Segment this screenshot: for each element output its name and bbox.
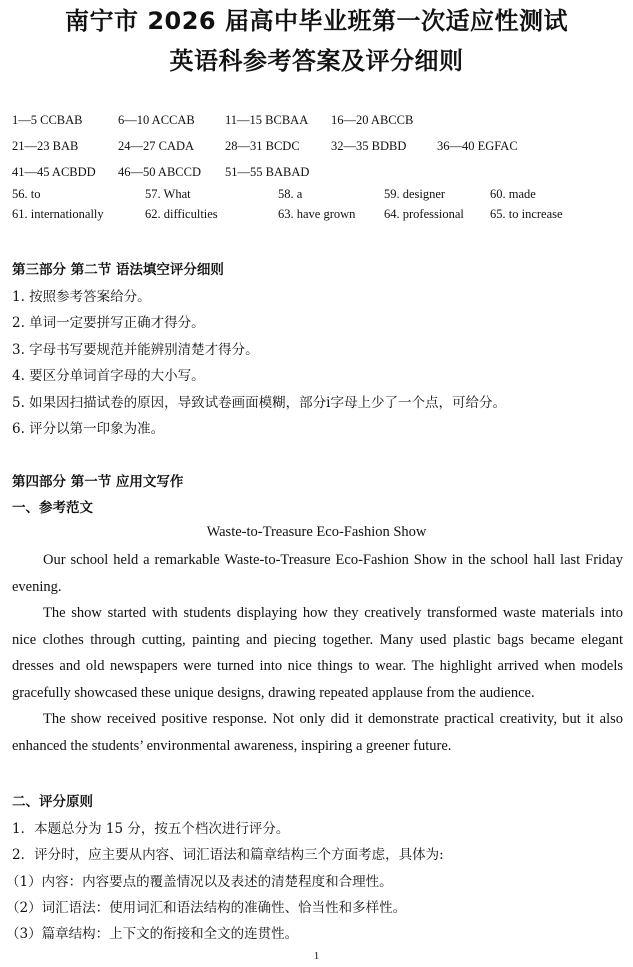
answer-range: 36—40 EGFAC bbox=[437, 139, 518, 153]
grammar-rule: 3. 字母书写要规范并能辨别清楚才得分。 bbox=[12, 342, 259, 358]
grammar-rule: 1. 按照参考答案给分。 bbox=[12, 289, 151, 305]
answer-item: 56. to bbox=[12, 187, 41, 201]
grammar-rule: 2. 单词一定要拼写正确才得分。 bbox=[12, 315, 205, 331]
answer-item: 59. designer bbox=[384, 187, 446, 201]
answer-range: 51—55 BABAD bbox=[225, 165, 310, 179]
document-title-line2: 英语科参考答案及评分细则 bbox=[169, 47, 464, 75]
answer-item: 58. a bbox=[278, 187, 303, 201]
essay-paragraph: Our school held a remarkable Waste-to-Treasure Eco-Fashion Show in the school hall last Friday evening. bbox=[12, 552, 623, 595]
answer-range: 24—27 CADA bbox=[118, 139, 195, 153]
answer-range: 32—35 BDBD bbox=[331, 139, 407, 153]
answer-range: 11—15 BCBAA bbox=[225, 113, 309, 127]
essay-paragraph: The show received positive response. Not only did it demonstrate practical creativity, but it also enhanced the students’ environmental awareness, inspiring a greener future. bbox=[12, 711, 623, 754]
model-essay bbox=[12, 547, 623, 759]
scoring-principle: 2．评分时，应主要从内容、词汇语法和篇章结构三个方面考虑，具体为: bbox=[12, 847, 444, 863]
essay-title: Waste-to-Treasure Eco-Fashion Show bbox=[206, 524, 427, 540]
grammar-rule: 4. 要区分单词首字母的大小写。 bbox=[12, 368, 205, 384]
answer-range: 41—45 ACBDD bbox=[12, 165, 96, 179]
answer-range: 1—5 CCBAB bbox=[12, 113, 83, 127]
answer-item: 65. to increase bbox=[490, 207, 563, 221]
section3-heading: 第三部分 第二节 语法填空评分细则 bbox=[12, 262, 224, 278]
model-essay-heading: 一、参考范文 bbox=[12, 500, 93, 516]
answer-range: 46—50 ABCCD bbox=[118, 165, 202, 179]
grammar-rule: 5. 如果因扫描试卷的原因，导致试卷画面模糊，部分i字母上少了一个点，可给分。 bbox=[12, 395, 506, 411]
answer-item: 60. made bbox=[490, 187, 536, 201]
answer-range: 16—20 ABCCB bbox=[331, 113, 414, 127]
answer-item: 57. What bbox=[145, 187, 191, 201]
essay-paragraph: The show started with students displaying how they creatively transformed waste materials into nice clothes through cutting, painting and piecing together. Many used plastic bags became elegant dresses and old newspapers were turned into nice things to wear. The highlight arrived when models gracefully showcased these unique designs, drawing repeated applause from the audience. bbox=[12, 605, 623, 701]
grammar-rule: 6. 评分以第一印象为准。 bbox=[12, 421, 165, 437]
section4-heading: 第四部分 第一节 应用文写作 bbox=[12, 474, 184, 490]
answer-item: 62. difficulties bbox=[145, 207, 218, 221]
scoring-principle: （1）内容：内容要点的覆盖情况以及表述的清楚程度和合理性。 bbox=[6, 874, 393, 890]
answer-item: 64. professional bbox=[384, 207, 464, 221]
answer-range: 21—23 BAB bbox=[12, 139, 79, 153]
scoring-principles-heading: 二、评分原则 bbox=[12, 794, 93, 810]
answer-range: 6—10 ACCAB bbox=[118, 113, 195, 127]
document-title-line1: 南宁市 2026 届高中毕业班第一次适应性测试 bbox=[64, 7, 568, 35]
answer-item: 63. have grown bbox=[278, 207, 356, 221]
answer-item: 61. internationally bbox=[12, 207, 104, 221]
page-number: 1 bbox=[313, 950, 320, 962]
scoring-principle: （2）词汇语法：使用词汇和语法结构的准确性、恰当性和多样性。 bbox=[6, 900, 407, 916]
answer-range: 28—31 BCDC bbox=[225, 139, 300, 153]
scoring-principle: 1．本题总分为 15 分，按五个档次进行评分。 bbox=[12, 821, 290, 837]
scoring-principle: （3）篇章结构：上下文的衔接和全文的连贯性。 bbox=[6, 926, 299, 942]
